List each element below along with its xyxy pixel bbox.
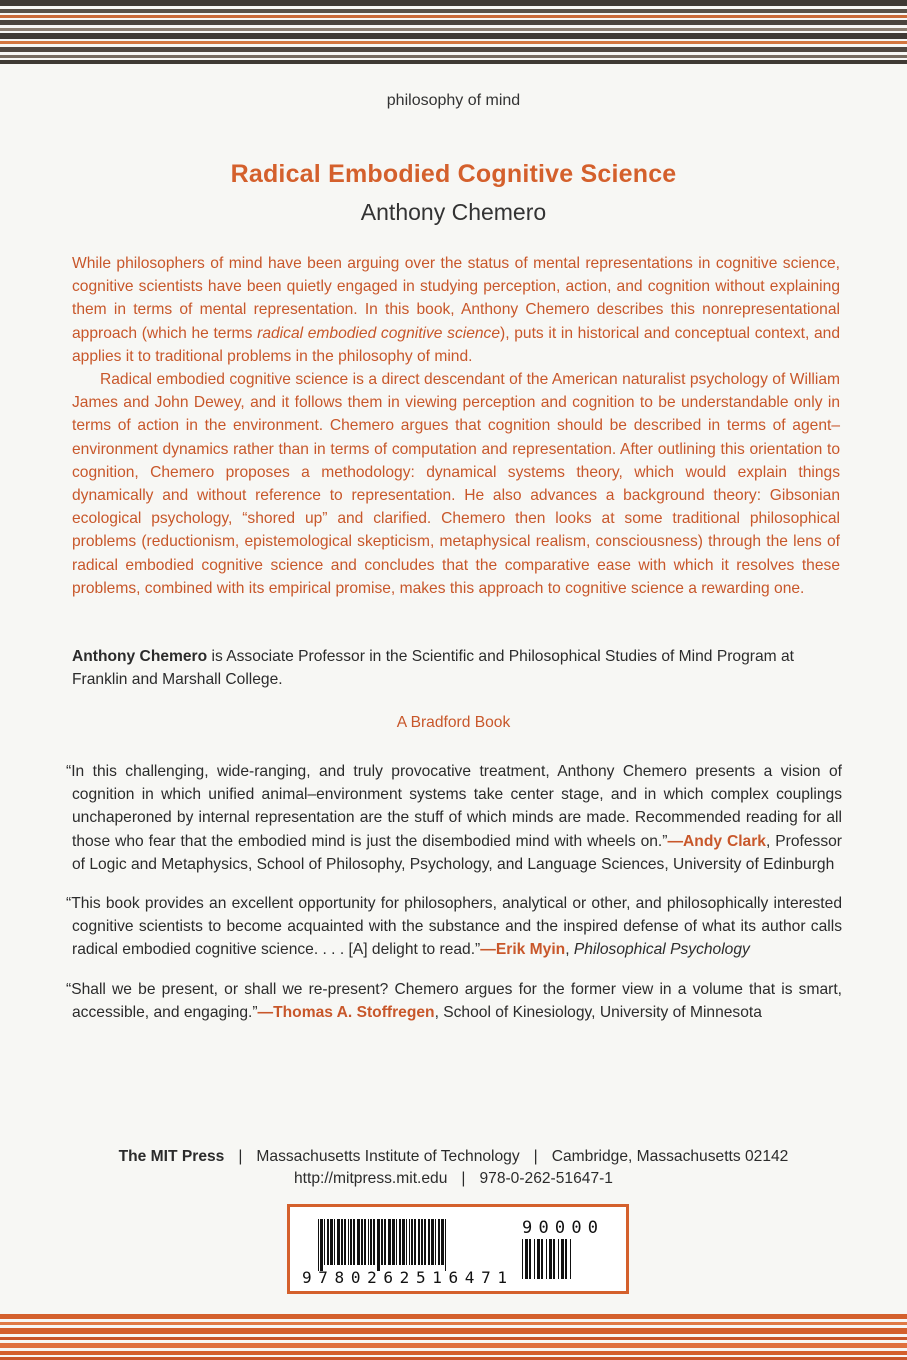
book-title: Radical Embodied Cognitive Science [230,160,677,188]
barcode-bar [373,1219,375,1265]
author-bio: Anthony Chemero is Associate Professor in the Scientific and Philosophical Studies of Mind Program at Franklin and Marshall College. [72,648,794,689]
barcode-box [287,1204,629,1294]
barcode [300,1215,610,1285]
publisher-line-1: The MIT Press | Massachusetts Institute of Technology | Cambridge, Massachusetts 02142 [118,1148,789,1165]
addon-bar [561,1239,564,1279]
publisher-name: The MIT Press [118,1148,225,1165]
barcode-bar [341,1219,343,1265]
addon-bar [553,1239,555,1279]
barcode-bar [421,1219,423,1265]
barcode-bar [353,1219,355,1265]
barcode-bar [384,1219,386,1265]
barcode-bar [424,1219,426,1265]
addon-bar [522,1239,523,1279]
review-myin: “This book provides an excellent opportunity for philosophers, analytical or other, and philosophically interested cognitive scientists to become acquainted with the substance and the inspired defense of what its author calls radical embodied cognitive science. . . . [A] delight to read.”—Erik Myin, Philosophical Psychology [66,895,842,959]
review-source: —Andy Clark [667,832,766,850]
barcode-bar [414,1219,416,1265]
barcode-bar [344,1219,346,1265]
barcode-bar [396,1219,397,1265]
barcode-bar [381,1219,383,1265]
barcode-bar [445,1219,446,1271]
review-clark: “In this challenging, wide-ranging, and truly provocative treatment, Anthony Chemero presents a vision of cognition in which unified animal–environment systems take center stage, and in which complex couplings unchaperoned by internal representation are the stuff of which minds are made. Recommended reading for all those who fear that the embodied mind is just the disembodied mind with wheels on.”—Andy Clark, Professor of Logic and Metaphysics, School of Philosophy, Psychology, and Language Sciences, University of Edinburgh [66,763,842,873]
reviews [66,760,842,1040]
barcode-bar [337,1219,340,1265]
barcode-bar [370,1219,372,1265]
barcode-bar [431,1219,434,1265]
barcode-digits: 9780262516471 [302,1268,507,1285]
barcode-bar [441,1219,444,1265]
barcode-bar [348,1219,349,1265]
barcode-bar [357,1219,360,1265]
publisher-line-2: http://mitpress.mit.edu | 978-0-262-51647-1 [294,1170,613,1187]
addon-bar [549,1239,552,1279]
addon-bar [534,1239,535,1279]
barcode-graphic [300,1215,610,1285]
addon-bar [525,1239,528,1279]
barcode-bar [402,1219,405,1265]
blurb-paragraph-2: Radical embodied cognitive science is a direct descendant of the American naturalist psychology of William James and John Dewey, and it follows them in viewing perception and cognition to be understandable only in terms of action in the environment. Chemero argues that cognition should be described in terms of agent–environment dynamics rather than in terms of computation and representation. After outlining this orientation to cognition, Chemero proposes a methodology: dynamical systems theory, which would explain things dynamically and without reference to representation. He also advances a background theory: Gibsonian ecological psychology, “shored up” and clarified. Chemero then looks at some traditional philosophical problems (reductionism, epistemological skepticism, metaphysical realism, consciousness) through the lens of radical embodied cognitive science and concludes that the comparative ease with which it resolves these problems, combined with its empirical promise, makes this approach to cognitive science a rewarding one. [72,371,840,597]
barcode-bar [377,1219,380,1271]
bottom-stripe-band [0,1312,907,1360]
addon-bar [570,1239,571,1279]
barcode-bar [327,1219,329,1265]
category-label: philosophy of mind [386,92,521,109]
addon-bar [537,1239,540,1279]
barcode-bar [418,1219,420,1265]
review-stoffregen: “Shall we be present, or shall we re-present? Chemero argues for the former view in a volume that is smart, accessible, and engaging.”—Thomas A. Stoffregen, School of Kinesiology, University of Minnesota [66,980,842,1021]
book-author: Anthony Chemero [360,199,547,225]
addon-digits: 90000 [522,1218,598,1238]
publisher-info [0,1146,907,1190]
barcode-bar [428,1219,430,1265]
imprint-label: A Bradford Book [396,714,511,731]
barcode-bar [411,1219,413,1265]
barcode-bar [409,1219,410,1265]
publisher-institution: Massachusetts Institute of Technology [256,1148,520,1165]
barcode-bar [324,1219,325,1265]
barcode-bar [364,1219,366,1265]
top-stripe-band [0,0,907,66]
barcode-bar [318,1219,319,1271]
addon-bar [529,1239,531,1279]
description-blurb [72,252,840,600]
isbn: 978-0-262-51647-1 [479,1170,613,1187]
review-source: —Erik Myin [480,941,566,959]
barcode-bar [435,1219,436,1265]
barcode-bar [320,1219,323,1271]
barcode-bar [330,1219,333,1265]
publisher-location: Cambridge, Massachusetts 02142 [551,1148,789,1165]
barcode-bar [388,1219,391,1265]
barcode-bar [361,1219,363,1265]
addon-bar [541,1239,543,1279]
bio-author-name: Anthony Chemero [72,648,208,665]
addon-bar [558,1239,559,1279]
publisher-url[interactable]: http://mitpress.mit.edu [294,1170,448,1187]
barcode-bar [334,1219,335,1265]
barcode-bar [350,1219,352,1265]
barcode-bar [368,1219,369,1265]
barcode-bar [399,1219,401,1265]
barcode-bar [438,1219,440,1265]
blurb-paragraph-1: While philosophers of mind have been arguing over the status of mental representations in cognitive science, cognitive scientists have been quietly engaged in studying perception, action, and cognition without explaining them in terms of mental representation. In this book, Anthony Chemero describes this nonrepresentational approach (which he terms radical embodied cognitive science), puts it in historical and conceptual context, and applies it to traditional problems in the philosophy of mind. [72,255,840,365]
barcode-bar [392,1219,395,1265]
barcode-bar [406,1219,407,1265]
addon-bar [565,1239,567,1279]
review-source: —Thomas A. Stoffregen [257,1003,435,1021]
addon-bar [546,1239,547,1279]
